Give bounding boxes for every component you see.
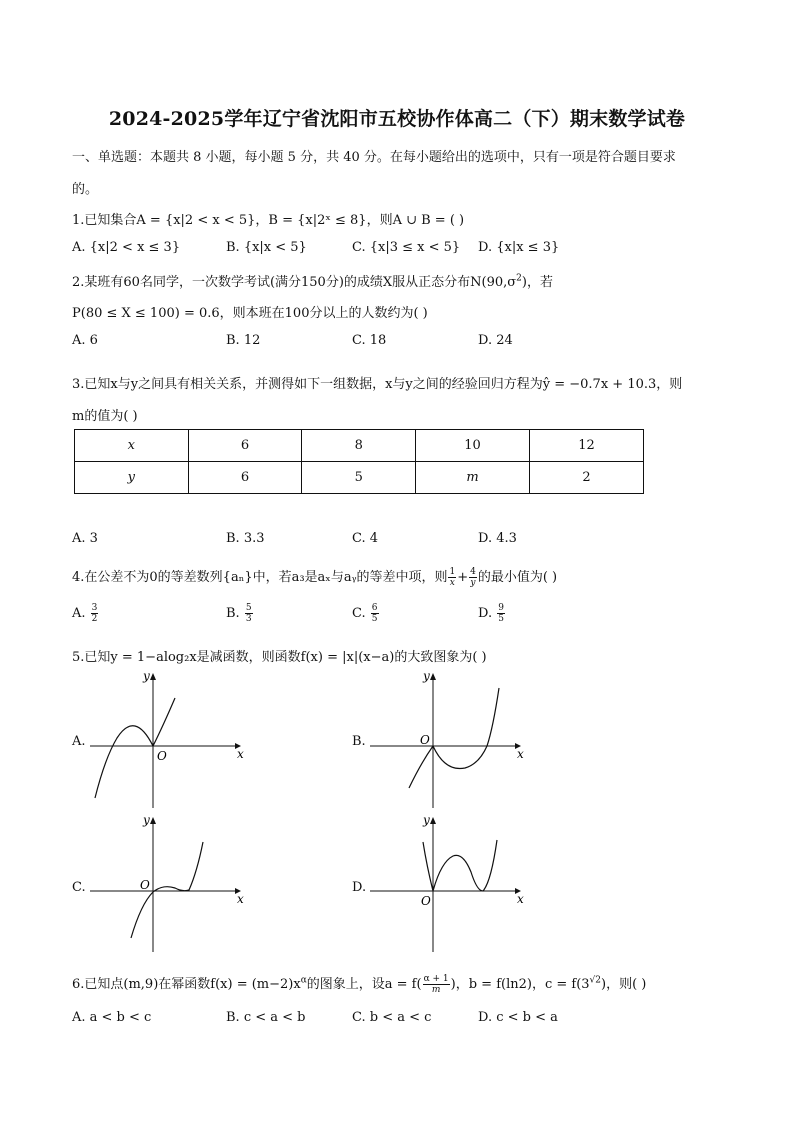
table-row xyxy=(75,462,644,494)
exponent-alpha: α xyxy=(300,975,307,986)
q5-graph-b xyxy=(365,668,525,813)
origin-label: O xyxy=(420,733,430,747)
q3-option-d: D. 4.3 xyxy=(478,531,517,546)
fraction-denominator: m xyxy=(431,985,441,995)
q6-text-b: 的图象上，设a = f( xyxy=(306,977,422,992)
q1-option-d: D. {x|x ≤ 3} xyxy=(478,240,560,255)
q4-text-a: 4.在公差不为0的等差数列{aₙ}中，若a₃是aₓ与aᵧ的等差中项，则 xyxy=(72,570,448,585)
x-axis-label: x xyxy=(517,747,524,761)
q2-option-d: D. 24 xyxy=(478,333,513,348)
question-2-line1: 2.某班有60名同学，一次数学考试(满分150分)的成绩X服从正态分布$N(90,\sigma^2)$，若 xyxy=(72,273,553,290)
option-letter: C. xyxy=(352,606,366,621)
table-cell: 2 xyxy=(530,462,644,494)
q5-option-a-label: A. xyxy=(72,734,86,749)
table-cell: 12 xyxy=(530,430,644,462)
section-heading-cont: 的。 xyxy=(72,182,99,197)
exponent-sqrt2: √2 xyxy=(589,975,602,986)
question-2-line2: P(80 ≤ X ≤ 100) = 0.6，则本班在100分以上的人数约为( ) xyxy=(72,306,428,321)
fraction-alpha-plus-1-over-m xyxy=(423,974,450,995)
page-title: 2024-2025学年辽宁省沈阳市五校协作体高二（下）期末数学试卷 xyxy=(108,108,686,130)
q1-option-a: A. {x|2 < x ≤ 3} xyxy=(72,240,181,255)
q2-option-c: C. 18 xyxy=(352,333,387,348)
q6-option-b: B. c < a < b xyxy=(226,1010,306,1025)
table-cell: x xyxy=(75,430,189,462)
table-cell: 6 xyxy=(188,462,302,494)
fraction-numerator: 3 xyxy=(91,603,98,613)
section-heading: 一、单选题：本题共 8 小题，每小题 5 分，共 40 分。在每小题给出的选项中，只有一项是符合题目要求 xyxy=(72,150,676,165)
q4-option-d xyxy=(478,603,506,624)
q6-text-a: 6.已知点(m,9)在幂函数f(x) = (m−2)x xyxy=(72,977,301,992)
fraction-denominator: 5 xyxy=(498,614,504,624)
table-cell: y xyxy=(75,462,189,494)
q4-text-b: 的最小值为( ) xyxy=(477,570,558,585)
fraction-denominator: 5 xyxy=(371,614,378,624)
question-6-stem xyxy=(72,973,646,995)
q2-option-a: A. 6 xyxy=(72,333,98,348)
question-3-line2: m的值为( ) xyxy=(72,409,138,424)
q3-option-a: A. 3 xyxy=(72,531,98,546)
q1-option-b: B. {x|x < 5} xyxy=(226,240,307,255)
table-cell: m xyxy=(416,462,530,494)
fraction-1-over-x: $\frac{1}{x}$ xyxy=(449,567,456,588)
fraction-denominator: 2 xyxy=(91,614,98,624)
q6-text-d: )，则( ) xyxy=(601,977,647,992)
question-1-stem: 1.已知集合A = {x|2 < x < 5}，B = {x|2ˣ ≤ 8}，则A ∪ B = ( ) xyxy=(72,213,465,228)
fraction-denominator: 3 xyxy=(245,614,252,624)
q5-graph-d xyxy=(365,812,525,957)
q6-option-c: C. b < a < c xyxy=(352,1010,432,1025)
table-cell: 5 xyxy=(302,462,416,494)
q6-text-c: )，b = f(ln2)，c = f(3 xyxy=(450,977,590,992)
q2-text-a: 2.某班有60名同学，一次数学考试(满分150分)的成绩X服从正态分布N(90,σ xyxy=(72,275,517,290)
option-letter: A. xyxy=(72,606,86,621)
q3-option-c: C. 4 xyxy=(352,531,379,546)
option-letter: D. xyxy=(478,606,493,621)
question-4-stem: 4.在公差不为0的等差数列{aₙ}中，若a₃是aₓ与aᵧ的等差中项，则 $\frac{1}{x}$ + $\frac{4}{y}$ 的最小值为( ) xyxy=(72,567,558,588)
origin-label: O xyxy=(421,894,431,908)
table-cell: 8 xyxy=(302,430,416,462)
x-axis-label: x xyxy=(517,892,524,906)
x-axis-label: x xyxy=(237,892,244,906)
fraction-numerator: α + 1 xyxy=(423,974,449,984)
y-axis-label: y xyxy=(143,813,150,827)
q4-option-a xyxy=(72,603,99,624)
origin-label: O xyxy=(157,749,167,763)
q5-option-c-label: C. xyxy=(72,880,86,895)
q2-text-b: )，若 xyxy=(521,275,553,290)
option-letter: B. xyxy=(226,606,240,621)
q2-option-b: B. 12 xyxy=(226,333,261,348)
y-axis-label: y xyxy=(423,669,430,683)
q4-option-c xyxy=(352,603,380,624)
question-5-stem: 5.已知y = 1−alog₂x是减函数，则函数f(x) = |x|(x−a)的大致图象为( ) xyxy=(72,650,487,665)
table-cell: 6 xyxy=(188,430,302,462)
q5-graph-c xyxy=(85,812,245,957)
x-axis-label: x xyxy=(237,747,244,761)
table-cell: 10 xyxy=(416,430,530,462)
q5-option-d-label: D. xyxy=(352,880,367,895)
question-3-line1: 3.已知x与y之间具有相关关系，并测得如下一组数据，x与y之间的经验回归方程为ŷ = −0.7x + 10.3，则 xyxy=(72,377,683,392)
data-table xyxy=(74,429,644,494)
fraction-numerator: 9 xyxy=(498,603,504,613)
y-axis-label: y xyxy=(423,813,430,827)
table-row xyxy=(75,430,644,462)
q1-option-c: C. {x|3 ≤ x < 5} xyxy=(352,240,461,255)
q6-option-d: D. c < b < a xyxy=(478,1010,558,1025)
q5-graph-a xyxy=(85,668,245,813)
y-axis-label: y xyxy=(143,669,150,683)
origin-label: O xyxy=(140,878,150,892)
fraction-numerator: 5 xyxy=(245,603,252,613)
fraction-numerator: 6 xyxy=(371,603,378,613)
q5-option-b-label: B. xyxy=(352,734,366,749)
q4-option-b xyxy=(226,603,254,624)
q6-option-a: A. a < b < c xyxy=(72,1010,152,1025)
q3-option-b: B. 3.3 xyxy=(226,531,265,546)
fraction-4-over-y: $\frac{4}{y}$ xyxy=(470,567,476,588)
